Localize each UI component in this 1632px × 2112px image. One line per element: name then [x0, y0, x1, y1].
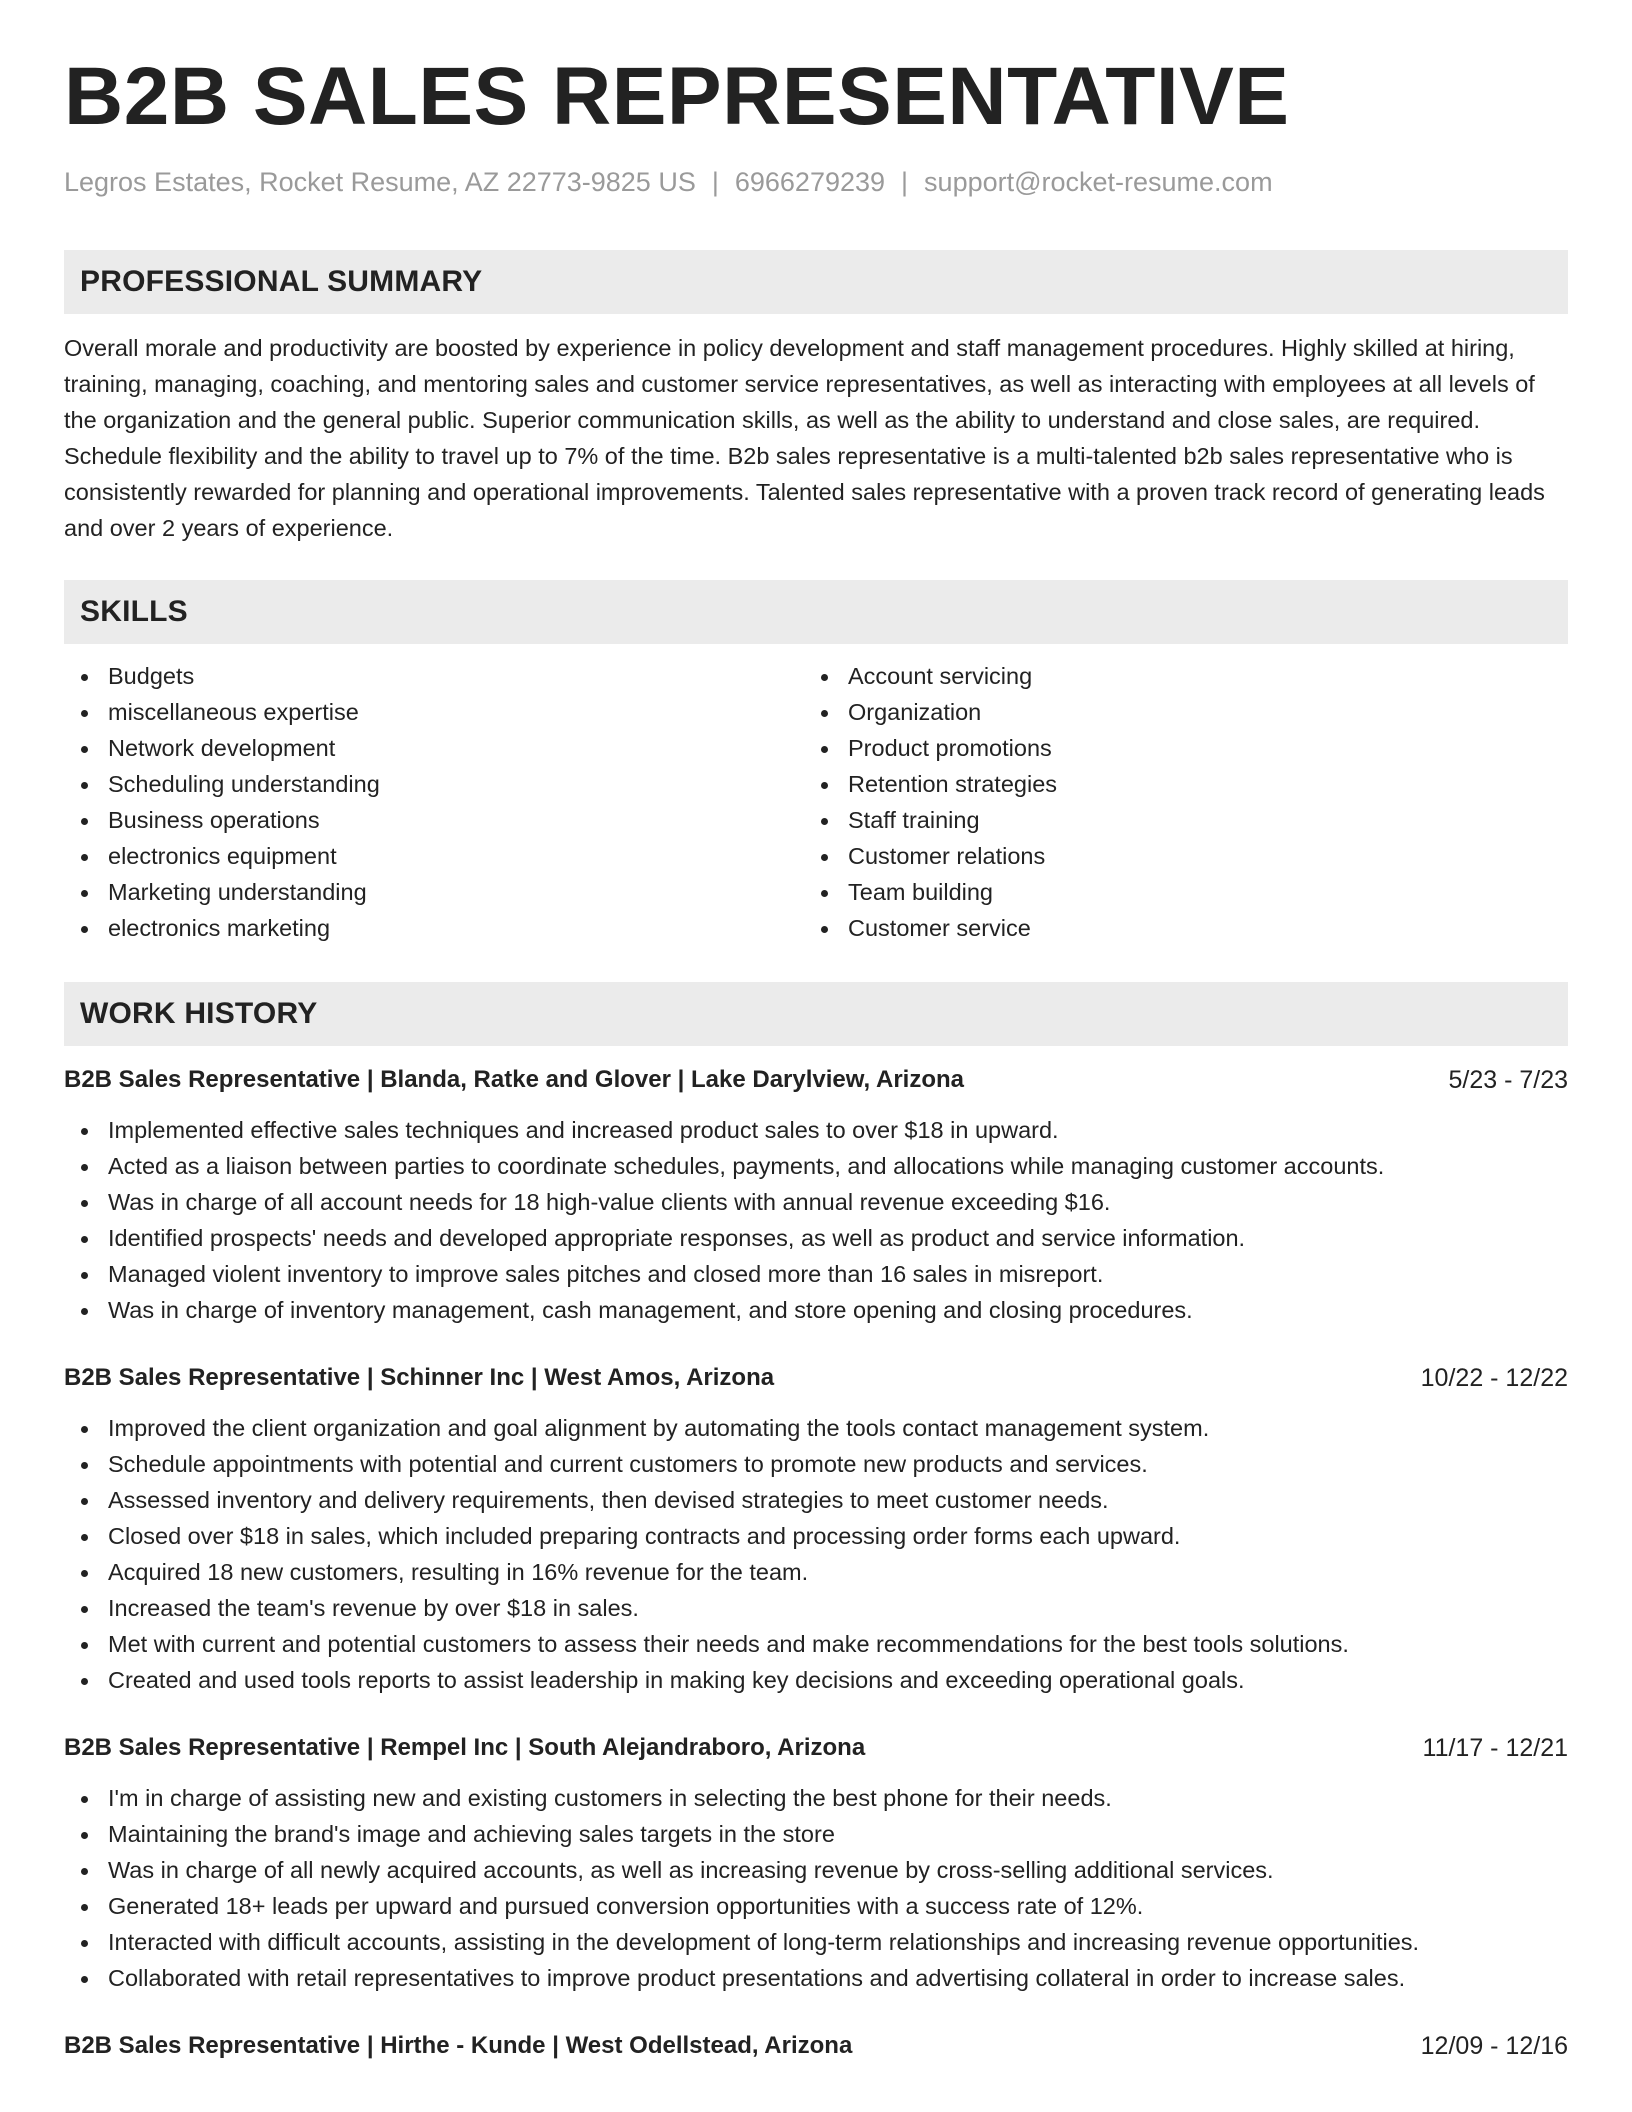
job-bullet: Identified prospects' needs and developed appropriate responses, as well as product and service information.: [64, 1220, 1568, 1256]
job-bullet: Schedule appointments with potential and current customers to promote new products and services.: [64, 1446, 1568, 1482]
skills-column-right: [804, 658, 1544, 946]
job-dates: 5/23 - 7/23: [1448, 1065, 1568, 1094]
job-heading: [64, 2026, 1568, 2066]
contact-line: [64, 166, 1568, 202]
skill-item: Budgets: [64, 658, 804, 694]
job-bullet: Managed violent inventory to improve sales pitches and closed more than 16 sales in misreport.: [64, 1256, 1568, 1292]
contact-separator: |: [711, 167, 719, 197]
skill-item: Product promotions: [804, 730, 1544, 766]
skill-item: Account servicing: [804, 658, 1544, 694]
skill-item: Organization: [804, 694, 1544, 730]
work-history-section-heading: WORK HISTORY: [64, 982, 1568, 1046]
job-heading: [64, 1728, 1568, 1768]
job-dates: 10/22 - 12/22: [1420, 1363, 1568, 1392]
job-dates: 11/17 - 12/21: [1422, 1733, 1568, 1762]
job-bullet: I'm in charge of assisting new and existing customers in selecting the best phone for their needs.: [64, 1780, 1568, 1816]
skill-item: Customer service: [804, 910, 1544, 946]
job-heading: [64, 1358, 1568, 1398]
job-title: B2B Sales Representative | Hirthe - Kunde | West Odellstead, Arizona: [64, 2032, 853, 2059]
contact-email: support@rocket-resume.com: [924, 167, 1273, 197]
summary-text: Overall morale and productivity are boosted by experience in policy development and staff management procedures. Highly skilled at hiring, training, managing, coaching, and mentoring sales and customer service representatives, as well as interacting with employees at all levels of the organization and the general public. Superior communication skills, as well as the ability to understand and close sales, are required. Schedule flexibility and the ability to travel up to 7% of the time. B2b sales representative is a multi-talented b2b sales representative who is consistently rewarded for planning and operational improvements. Talented sales representative with a proven track record of generating leads and over 2 years of experience.: [64, 335, 1545, 541]
skill-item: Team building: [804, 874, 1544, 910]
job-bullet: Created and used tools reports to assist leadership in making key decisions and exceeding operational goals.: [64, 1662, 1568, 1698]
job-bullet: Acquired 18 new customers, resulting in 16% revenue for the team.: [64, 1554, 1568, 1590]
job-bullet: Maintaining the brand's image and achieving sales targets in the store: [64, 1816, 1568, 1852]
skill-item: Marketing understanding: [64, 874, 804, 910]
job-bullet: Generated 18+ leads per upward and pursued conversion opportunities with a success rate of 12%.: [64, 1888, 1568, 1924]
skill-item: Staff training: [804, 802, 1544, 838]
job-bullet: Interacted with difficult accounts, assisting in the development of long-term relationships and increasing revenue opportunities.: [64, 1924, 1568, 1960]
skill-item: Customer relations: [804, 838, 1544, 874]
skill-item: Business operations: [64, 802, 804, 838]
job-dates: 12/09 - 12/16: [1420, 2031, 1568, 2060]
job-bullet-list: [64, 1410, 1568, 1698]
job-title: B2B Sales Representative | Blanda, Ratke and Glover | Lake Darylview, Arizona: [64, 1066, 964, 1093]
skills-grid: [64, 658, 1568, 946]
job-entry: [64, 1060, 1568, 1328]
contact-separator: |: [901, 167, 909, 197]
job-bullet: Improved the client organization and goal alignment by automating the tools contact management system.: [64, 1410, 1568, 1446]
job-bullet-list: [64, 1112, 1568, 1328]
job-bullet: Collaborated with retail representatives to improve product presentations and advertising collateral in order to increase sales.: [64, 1960, 1568, 1996]
job-heading: [64, 1060, 1568, 1100]
job-title: B2B Sales Representative | Rempel Inc | South Alejandraboro, Arizona: [64, 1734, 866, 1761]
skills-column-left: [64, 658, 804, 946]
contact-address: Legros Estates, Rocket Resume, AZ 22773-9825 US: [64, 167, 696, 197]
job-bullet: Closed over $18 in sales, which included preparing contracts and processing order forms each upward.: [64, 1518, 1568, 1554]
job-title: B2B Sales Representative | Schinner Inc | West Amos, Arizona: [64, 1364, 775, 1391]
job-bullet: Increased the team's revenue by over $18 in sales.: [64, 1590, 1568, 1626]
skill-item: electronics marketing: [64, 910, 804, 946]
job-entry: [64, 1728, 1568, 1996]
skill-item: Scheduling understanding: [64, 766, 804, 802]
resume-title: B2B SALES REPRESENTATIVE: [64, 51, 1290, 142]
skill-item: Retention strategies: [804, 766, 1544, 802]
job-bullet: Implemented effective sales techniques and increased product sales to over $18 in upward.: [64, 1112, 1568, 1148]
skill-item: electronics equipment: [64, 838, 804, 874]
job-bullet: Was in charge of all newly acquired accounts, as well as increasing revenue by cross-selling additional services.: [64, 1852, 1568, 1888]
job-bullet: Assessed inventory and delivery requirements, then devised strategies to meet customer needs.: [64, 1482, 1568, 1518]
job-bullet-list: [64, 1780, 1568, 1996]
skill-item: miscellaneous expertise: [64, 694, 804, 730]
skill-item: Network development: [64, 730, 804, 766]
job-bullet: Was in charge of inventory management, cash management, and store opening and closing procedures.: [64, 1292, 1568, 1328]
skills-section-heading: SKILLS: [64, 580, 1568, 644]
job-entry: [64, 1358, 1568, 1698]
contact-phone: 6966279239: [734, 167, 886, 197]
summary-section-heading: PROFESSIONAL SUMMARY: [64, 250, 1568, 314]
job-entry: [64, 2026, 1568, 2066]
job-bullet: Was in charge of all account needs for 18 high-value clients with annual revenue exceeding $16.: [64, 1184, 1568, 1220]
job-bullet: Met with current and potential customers to assess their needs and make recommendations for the best tools solutions.: [64, 1626, 1568, 1662]
job-bullet: Acted as a liaison between parties to coordinate schedules, payments, and allocations while managing customer accounts.: [64, 1148, 1568, 1184]
